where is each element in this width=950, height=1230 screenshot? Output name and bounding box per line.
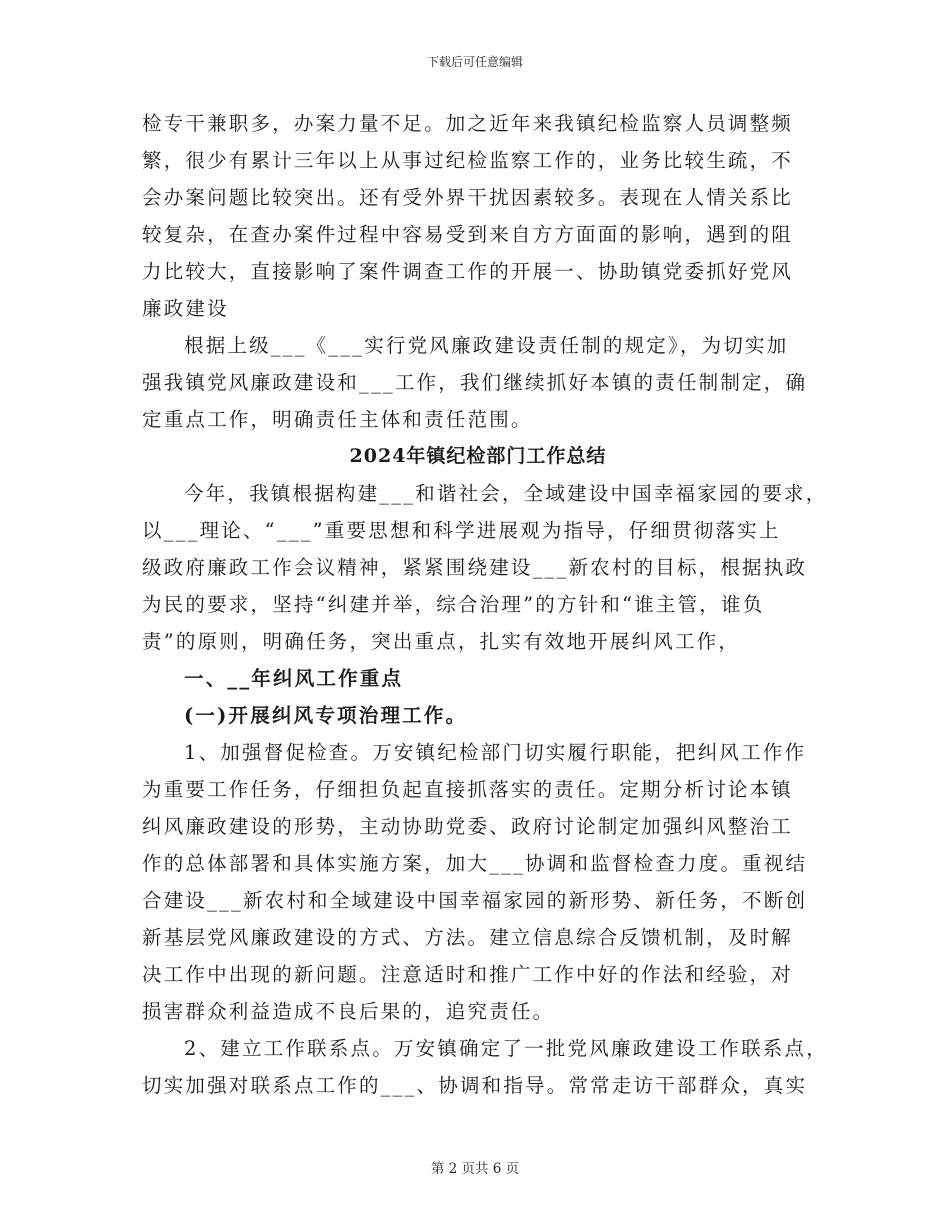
- paragraph-start-line: 今年，我镇根据构建___和谐社会，全域建设中国幸福家园的要求，: [184, 482, 828, 505]
- document-title: 2024年镇纪检部门工作总结: [349, 445, 607, 467]
- body-line: 决工作中出现的新问题。注意适时和推广工作中好的作法和经验，对: [142, 963, 794, 986]
- body-line: 廉政建设: [142, 297, 229, 320]
- header-note: 下载后可任意编辑: [426, 55, 523, 69]
- body-line: 切实加强对联系点工作的___、协调和指导。常常走访干部群众，真实: [142, 1074, 808, 1097]
- body-line: 级政府廉政工作会议精神，紧紧围绕建设___新农村的目标，根据执政: [142, 556, 808, 579]
- paragraph-start-line: 1、加强督促检查。万安镇纪检部门切实履行职能，把纠风工作作: [184, 741, 807, 764]
- paragraph-start-line: 根据上级___《___实行党风廉政建设责任制的规定》，为切实加: [184, 334, 789, 357]
- body-line: 定重点工作，明确责任主体和责任范围。: [142, 408, 533, 431]
- document-body: [142, 105, 828, 1104]
- body-line: 为民的要求，坚持“纠建并举，综合治理”的方针和“谁主管，谁负: [142, 593, 765, 616]
- body-line: 会办案问题比较突出。还有受外界干扰因素较多。表现在人情关系比: [142, 186, 794, 209]
- subsection-heading: (一)开展纠风专项治理工作。: [184, 704, 468, 727]
- body-line: 强我镇党风廉政建设和___工作，我们继续抓好本镇的责任制制定，确: [142, 371, 808, 394]
- section-heading: 一、__年纠风工作重点: [184, 667, 404, 690]
- page-number-footer: 第 2 页共 6 页: [430, 1161, 520, 1177]
- body-line: 以___理论、“___”重要思想和科学进展观为指导，仔细贯彻落实上: [142, 519, 781, 542]
- body-line: 合建设___新农村和全域建设中国幸福家园的新形势、新任务，不断创: [142, 889, 808, 912]
- body-line: 检专干兼职多，办案力量不足。加之近年来我镇纪检监察人员调整频: [142, 112, 794, 135]
- body-line: 作的总体部署和具体实施方案，加大___协调和监督检查力度。重视结: [142, 852, 808, 875]
- body-line: 责”的原则，明确任务，突出重点，扎实有效地开展纠风工作，: [142, 630, 741, 653]
- body-line: 损害群众利益造成不良后果的，追究责任。: [142, 1000, 555, 1023]
- body-line: 新基层党风廉政建设的方式、方法。建立信息综合反馈机制，及时解: [142, 926, 794, 949]
- body-line: 为重要工作任务，仔细担负起直接抓落实的责任。定期分析讨论本镇: [142, 778, 794, 801]
- body-line: 力比较大，直接影响了案件调查工作的开展一、协助镇党委抓好党风: [142, 260, 794, 283]
- body-line: 纠风廉政建设的形势，主动协助党委、政府讨论制定加强纠风整治工: [142, 815, 794, 838]
- body-line: 繁，很少有累计三年以上从事过纪检监察工作的，业务比较生疏，不: [142, 149, 794, 172]
- body-line: 较复杂，在查办案件过程中容易受到来自方方面面的影响，遇到的阻: [142, 223, 794, 246]
- paragraph-start-line: 2、建立工作联系点。万安镇确定了一批党风廉政建设工作联系点，: [184, 1037, 828, 1060]
